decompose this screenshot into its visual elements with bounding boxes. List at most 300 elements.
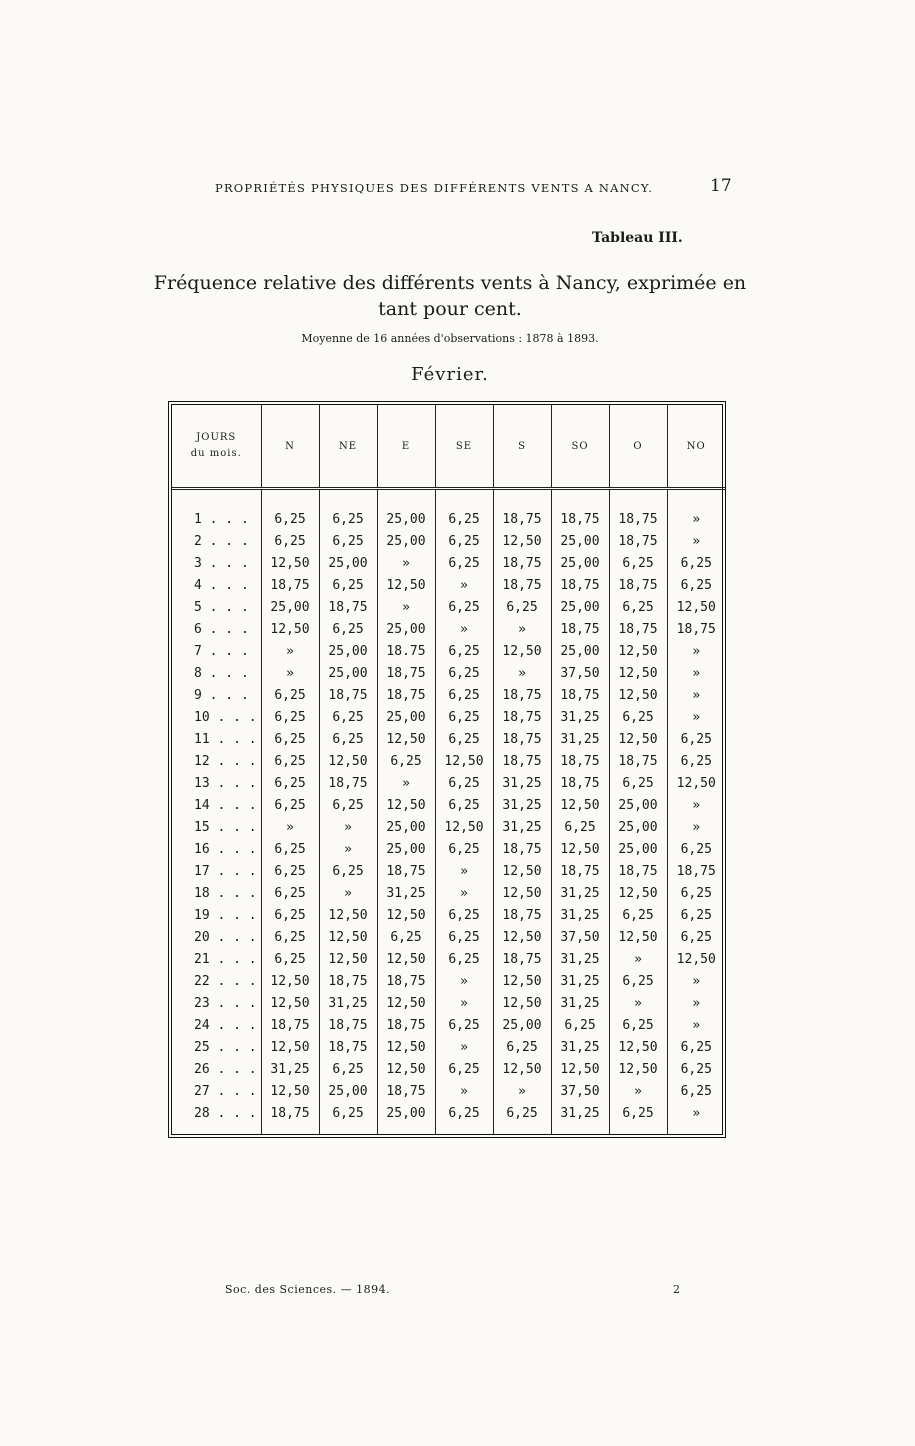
- table-row: [172, 662, 725, 684]
- value-cell: 12,50: [551, 1058, 609, 1080]
- table-row: [172, 1058, 725, 1080]
- table-row: [172, 948, 725, 970]
- table-row: [172, 596, 725, 618]
- value-cell: 18,75: [551, 684, 609, 706]
- value-cell: 12,50: [377, 904, 435, 926]
- value-cell: 25,00: [319, 662, 377, 684]
- month-heading: Février.: [411, 364, 489, 385]
- value-cell: 12,50: [551, 838, 609, 860]
- table-subtitle: Moyenne de 16 années d'observations : 1878 à 1893.: [301, 332, 599, 345]
- value-cell: 12,50: [493, 1058, 551, 1080]
- value-cell: 18,75: [609, 750, 667, 772]
- day-cell: 4 . . .: [194, 577, 249, 593]
- value-cell: 25,00: [493, 1014, 551, 1036]
- value-cell: 6,25: [261, 684, 319, 706]
- value-cell: 18,75: [667, 618, 725, 640]
- value-cell: 12,50: [377, 992, 435, 1014]
- value-cell: 6,25: [609, 970, 667, 992]
- value-cell: 6,25: [435, 596, 493, 618]
- table-row: [172, 1102, 725, 1134]
- value-cell: 37,50: [551, 926, 609, 948]
- value-cell: »: [609, 948, 667, 970]
- value-cell: 6,25: [377, 750, 435, 772]
- value-cell: 18,75: [551, 750, 609, 772]
- value-cell: »: [667, 640, 725, 662]
- value-cell: 12,50: [551, 794, 609, 816]
- table-title: Fréquence relative des différents vents à Nancy, exprimée en tant pour cent.: [153, 272, 747, 320]
- value-cell: 18,75: [551, 860, 609, 882]
- value-cell: »: [435, 970, 493, 992]
- value-cell: 6,25: [261, 794, 319, 816]
- value-cell: 12,50: [319, 948, 377, 970]
- value-cell: 12,50: [493, 530, 551, 552]
- value-cell: »: [261, 640, 319, 662]
- value-cell: 31,25: [493, 772, 551, 794]
- day-cell: 14 . . .: [194, 797, 257, 813]
- value-cell: 18,75: [609, 530, 667, 552]
- value-cell: 18,75: [261, 1102, 319, 1134]
- value-cell: 12,50: [377, 1058, 435, 1080]
- value-cell: 18,75: [667, 860, 725, 882]
- value-cell: 6,25: [319, 706, 377, 728]
- value-cell: 31,25: [551, 948, 609, 970]
- value-cell: 6,25: [261, 728, 319, 750]
- day-cell: 24 . . .: [194, 1017, 257, 1033]
- table-row: [172, 508, 725, 530]
- table-row: [172, 618, 725, 640]
- value-cell: 6,25: [435, 1058, 493, 1080]
- value-cell: »: [435, 574, 493, 596]
- value-cell: 18,75: [319, 772, 377, 794]
- value-cell: 6,25: [261, 926, 319, 948]
- value-cell: 6,25: [609, 552, 667, 574]
- table-row: [172, 772, 725, 794]
- value-cell: »: [493, 662, 551, 684]
- column-header-n: N: [261, 405, 319, 489]
- value-cell: 12,50: [377, 574, 435, 596]
- value-cell: 31,25: [551, 1102, 609, 1134]
- day-cell: 28 . . .: [194, 1105, 257, 1121]
- wind-frequency-table: [172, 405, 725, 1134]
- table-row: [172, 1014, 725, 1036]
- value-cell: 25,00: [377, 1102, 435, 1134]
- value-cell: 25,00: [551, 530, 609, 552]
- day-cell: 6 . . .: [194, 621, 249, 637]
- value-cell: 6,25: [261, 904, 319, 926]
- value-cell: »: [319, 816, 377, 838]
- value-cell: »: [435, 1036, 493, 1058]
- value-cell: 25,00: [377, 508, 435, 530]
- value-cell: 6,25: [493, 1036, 551, 1058]
- value-cell: 6,25: [551, 816, 609, 838]
- value-cell: 12,50: [435, 750, 493, 772]
- value-cell: 6,25: [435, 684, 493, 706]
- table-row: [172, 838, 725, 860]
- value-cell: »: [319, 882, 377, 904]
- value-cell: 12,50: [609, 640, 667, 662]
- value-cell: 18,75: [551, 574, 609, 596]
- day-cell: 5 . . .: [194, 599, 249, 615]
- table-row: [172, 816, 725, 838]
- value-cell: 12,50: [493, 882, 551, 904]
- value-cell: 6,25: [435, 706, 493, 728]
- table-row: [172, 728, 725, 750]
- day-cell: 26 . . .: [194, 1061, 257, 1077]
- table-row: [172, 750, 725, 772]
- column-header-ne: NE: [319, 405, 377, 489]
- day-cell: 7 . . .: [194, 643, 249, 659]
- value-cell: »: [667, 530, 725, 552]
- value-cell: 6,25: [261, 948, 319, 970]
- footer-signature: 2: [673, 1283, 680, 1296]
- value-cell: 6,25: [435, 772, 493, 794]
- value-cell: 12,50: [377, 728, 435, 750]
- table-number: Tableau III.: [592, 230, 683, 246]
- table-row: [172, 1036, 725, 1058]
- day-cell: 23 . . .: [194, 995, 257, 1011]
- value-cell: 18,75: [493, 684, 551, 706]
- value-cell: 18,75: [493, 508, 551, 530]
- value-cell: 12,50: [435, 816, 493, 838]
- value-cell: 6,25: [435, 1014, 493, 1036]
- value-cell: 25,00: [551, 552, 609, 574]
- value-cell: 31,25: [551, 728, 609, 750]
- value-cell: 25,00: [377, 618, 435, 640]
- value-cell: 12,50: [261, 618, 319, 640]
- column-header-e: E: [377, 405, 435, 489]
- value-cell: 6,25: [435, 904, 493, 926]
- value-cell: 6,25: [261, 508, 319, 530]
- value-cell: 6,25: [609, 772, 667, 794]
- value-cell: 6,25: [435, 794, 493, 816]
- value-cell: 18,75: [551, 772, 609, 794]
- value-cell: 6,25: [319, 508, 377, 530]
- value-cell: 18,75: [493, 948, 551, 970]
- column-header-o: O: [609, 405, 667, 489]
- value-cell: 18,75: [377, 970, 435, 992]
- day-cell: 20 . . .: [194, 929, 257, 945]
- value-cell: 6,25: [261, 882, 319, 904]
- day-cell: 11 . . .: [194, 731, 257, 747]
- column-header-se: SE: [435, 405, 493, 489]
- value-cell: 18,75: [319, 1036, 377, 1058]
- value-cell: 6,25: [319, 1102, 377, 1134]
- value-cell: 6,25: [667, 574, 725, 596]
- value-cell: »: [377, 552, 435, 574]
- day-header-line2: du mois.: [190, 448, 242, 459]
- value-cell: 25,00: [319, 1080, 377, 1102]
- value-cell: 31,25: [261, 1058, 319, 1080]
- value-cell: 31,25: [551, 992, 609, 1014]
- value-cell: 6,25: [493, 1102, 551, 1134]
- value-cell: »: [435, 992, 493, 1014]
- value-cell: 6,25: [261, 772, 319, 794]
- day-cell: 8 . . .: [194, 665, 249, 681]
- value-cell: 12,50: [609, 662, 667, 684]
- table-row: [172, 992, 725, 1014]
- value-cell: 18,75: [493, 574, 551, 596]
- day-cell: 13 . . .: [194, 775, 257, 791]
- value-cell: 12,50: [667, 948, 725, 970]
- value-cell: 12,50: [319, 904, 377, 926]
- value-cell: 12,50: [493, 926, 551, 948]
- value-cell: 18,75: [319, 596, 377, 618]
- day-cell: 19 . . .: [194, 907, 257, 923]
- value-cell: 12,50: [609, 882, 667, 904]
- value-cell: 6,25: [435, 508, 493, 530]
- value-cell: »: [435, 860, 493, 882]
- value-cell: 31,25: [377, 882, 435, 904]
- table-row: [172, 794, 725, 816]
- value-cell: 12,50: [377, 794, 435, 816]
- value-cell: 12,50: [493, 640, 551, 662]
- table-row: [172, 684, 725, 706]
- value-cell: 12,50: [609, 684, 667, 706]
- value-cell: 6,25: [435, 1102, 493, 1134]
- value-cell: 6,25: [435, 662, 493, 684]
- value-cell: 31,25: [551, 706, 609, 728]
- table-row: [172, 970, 725, 992]
- value-cell: »: [261, 816, 319, 838]
- value-cell: 25,00: [551, 596, 609, 618]
- value-cell: 6,25: [319, 794, 377, 816]
- table-row: [172, 552, 725, 574]
- value-cell: 6,25: [667, 552, 725, 574]
- value-cell: 6,25: [261, 706, 319, 728]
- value-cell: 18,75: [493, 838, 551, 860]
- value-cell: »: [667, 1014, 725, 1036]
- value-cell: »: [377, 596, 435, 618]
- value-cell: 18,75: [261, 1014, 319, 1036]
- day-cell: 3 . . .: [194, 555, 249, 571]
- value-cell: 31,25: [551, 882, 609, 904]
- value-cell: 6,25: [435, 948, 493, 970]
- value-cell: 12,50: [319, 750, 377, 772]
- value-cell: »: [667, 684, 725, 706]
- value-cell: 25,00: [609, 816, 667, 838]
- value-cell: »: [493, 1080, 551, 1102]
- value-cell: 18,75: [319, 1014, 377, 1036]
- value-cell: 37,50: [551, 662, 609, 684]
- table-header-row: [172, 405, 725, 489]
- value-cell: 18,75: [493, 904, 551, 926]
- value-cell: 18,75: [493, 706, 551, 728]
- value-cell: »: [667, 508, 725, 530]
- value-cell: »: [609, 992, 667, 1014]
- column-header-so: SO: [551, 405, 609, 489]
- value-cell: 18,75: [609, 618, 667, 640]
- value-cell: 12,50: [493, 970, 551, 992]
- value-cell: 31,25: [551, 970, 609, 992]
- value-cell: 12,50: [377, 1036, 435, 1058]
- day-cell: 17 . . .: [194, 863, 257, 879]
- value-cell: 12,50: [261, 992, 319, 1014]
- table-row: [172, 1080, 725, 1102]
- value-cell: »: [319, 838, 377, 860]
- table-row: [172, 640, 725, 662]
- value-cell: 25,00: [377, 530, 435, 552]
- value-cell: 18,75: [261, 574, 319, 596]
- value-cell: »: [261, 662, 319, 684]
- value-cell: 25,00: [261, 596, 319, 618]
- value-cell: »: [377, 772, 435, 794]
- day-cell: 25 . . .: [194, 1039, 257, 1055]
- day-cell: 10 . . .: [194, 709, 257, 725]
- value-cell: 18,75: [377, 1014, 435, 1036]
- day-cell: 27 . . .: [194, 1083, 257, 1099]
- day-cell: 22 . . .: [194, 973, 257, 989]
- value-cell: 18,75: [377, 1080, 435, 1102]
- value-cell: 25,00: [377, 838, 435, 860]
- value-cell: 31,25: [319, 992, 377, 1014]
- value-cell: 12,50: [377, 948, 435, 970]
- value-cell: 6,25: [667, 882, 725, 904]
- footer-publication: Soc. des Sciences. — 1894.: [225, 1283, 391, 1296]
- day-column-header: [172, 405, 261, 489]
- value-cell: 6,25: [261, 750, 319, 772]
- value-cell: 6,25: [319, 530, 377, 552]
- value-cell: 6,25: [609, 596, 667, 618]
- value-cell: 6,25: [493, 596, 551, 618]
- value-cell: 6,25: [435, 926, 493, 948]
- value-cell: 18,75: [609, 574, 667, 596]
- value-cell: 25,00: [609, 838, 667, 860]
- value-cell: 6,25: [435, 728, 493, 750]
- day-cell: 2 . . .: [194, 533, 249, 549]
- value-cell: 12,50: [667, 596, 725, 618]
- value-cell: 25,00: [609, 794, 667, 816]
- value-cell: 25,00: [551, 640, 609, 662]
- value-cell: 6,25: [435, 552, 493, 574]
- column-header-s: S: [493, 405, 551, 489]
- value-cell: 31,25: [493, 816, 551, 838]
- table-row: [172, 706, 725, 728]
- value-cell: 6,25: [319, 728, 377, 750]
- value-cell: 6,25: [261, 530, 319, 552]
- value-cell: 18,75: [319, 970, 377, 992]
- value-cell: 37,50: [551, 1080, 609, 1102]
- value-cell: 25,00: [319, 640, 377, 662]
- value-cell: 12,50: [667, 772, 725, 794]
- value-cell: 31,25: [551, 1036, 609, 1058]
- value-cell: 18,75: [551, 618, 609, 640]
- value-cell: »: [667, 794, 725, 816]
- value-cell: 25,00: [377, 816, 435, 838]
- value-cell: 6,25: [609, 706, 667, 728]
- value-cell: 12,50: [609, 926, 667, 948]
- value-cell: 12,50: [609, 1036, 667, 1058]
- table-row: [172, 926, 725, 948]
- value-cell: 6,25: [667, 1036, 725, 1058]
- day-cell: 9 . . .: [194, 687, 249, 703]
- table-row: [172, 860, 725, 882]
- value-cell: 12,50: [261, 970, 319, 992]
- value-cell: 6,25: [667, 1080, 725, 1102]
- value-cell: 6,25: [667, 904, 725, 926]
- table-frame: [168, 401, 726, 1138]
- value-cell: 6,25: [667, 750, 725, 772]
- value-cell: »: [609, 1080, 667, 1102]
- value-cell: 6,25: [435, 530, 493, 552]
- day-cell: 16 . . .: [194, 841, 257, 857]
- value-cell: 12,50: [261, 1036, 319, 1058]
- value-cell: 31,25: [551, 904, 609, 926]
- value-cell: »: [667, 662, 725, 684]
- value-cell: 6,25: [609, 904, 667, 926]
- value-cell: 18,75: [609, 860, 667, 882]
- value-cell: 6,25: [261, 838, 319, 860]
- value-cell: 18,75: [551, 508, 609, 530]
- value-cell: 31,25: [493, 794, 551, 816]
- column-header-no: NO: [667, 405, 725, 489]
- value-cell: »: [667, 970, 725, 992]
- value-cell: 6,25: [609, 1014, 667, 1036]
- value-cell: 18.75: [377, 640, 435, 662]
- value-cell: 6,25: [319, 1058, 377, 1080]
- value-cell: »: [435, 1080, 493, 1102]
- day-cell: 15 . . .: [194, 819, 257, 835]
- day-cell: 18 . . .: [194, 885, 257, 901]
- value-cell: 6,25: [435, 838, 493, 860]
- value-cell: »: [667, 706, 725, 728]
- value-cell: 18,75: [377, 662, 435, 684]
- table-body: [172, 489, 725, 1135]
- value-cell: 18,75: [493, 750, 551, 772]
- value-cell: 6,25: [551, 1014, 609, 1036]
- value-cell: »: [493, 618, 551, 640]
- value-cell: 6,25: [667, 926, 725, 948]
- value-cell: 18,75: [377, 860, 435, 882]
- value-cell: »: [667, 816, 725, 838]
- value-cell: 6,25: [667, 838, 725, 860]
- value-cell: 6,25: [261, 860, 319, 882]
- table-row: [172, 882, 725, 904]
- value-cell: 6,25: [319, 860, 377, 882]
- value-cell: 12,50: [319, 926, 377, 948]
- value-cell: »: [667, 1102, 725, 1134]
- value-cell: 12,50: [493, 860, 551, 882]
- value-cell: »: [435, 882, 493, 904]
- value-cell: 25,00: [377, 706, 435, 728]
- page-number: 17: [710, 176, 732, 196]
- value-cell: 6,25: [319, 618, 377, 640]
- value-cell: 18,75: [377, 684, 435, 706]
- value-cell: 6,25: [435, 640, 493, 662]
- day-header-line1: JOURS: [196, 432, 237, 443]
- running-header: PROPRIÉTÉS PHYSIQUES DES DIFFÉRENTS VENTS A NANCY.: [215, 181, 654, 195]
- value-cell: 6,25: [667, 1058, 725, 1080]
- value-cell: 12,50: [609, 728, 667, 750]
- value-cell: 12,50: [261, 552, 319, 574]
- value-cell: 6,25: [609, 1102, 667, 1134]
- table-row: [172, 574, 725, 596]
- value-cell: 18,75: [493, 728, 551, 750]
- table-row: [172, 530, 725, 552]
- value-cell: 12,50: [261, 1080, 319, 1102]
- value-cell: 18,75: [493, 552, 551, 574]
- value-cell: 12,50: [493, 992, 551, 1014]
- spacer-row: [172, 489, 725, 509]
- value-cell: 6,25: [319, 574, 377, 596]
- day-cell: 12 . . .: [194, 753, 257, 769]
- value-cell: 25,00: [319, 552, 377, 574]
- day-cell: 21 . . .: [194, 951, 257, 967]
- value-cell: »: [435, 618, 493, 640]
- value-cell: »: [667, 992, 725, 1014]
- value-cell: 6,25: [667, 728, 725, 750]
- day-cell: 1 . . .: [194, 511, 249, 527]
- value-cell: 18,75: [319, 684, 377, 706]
